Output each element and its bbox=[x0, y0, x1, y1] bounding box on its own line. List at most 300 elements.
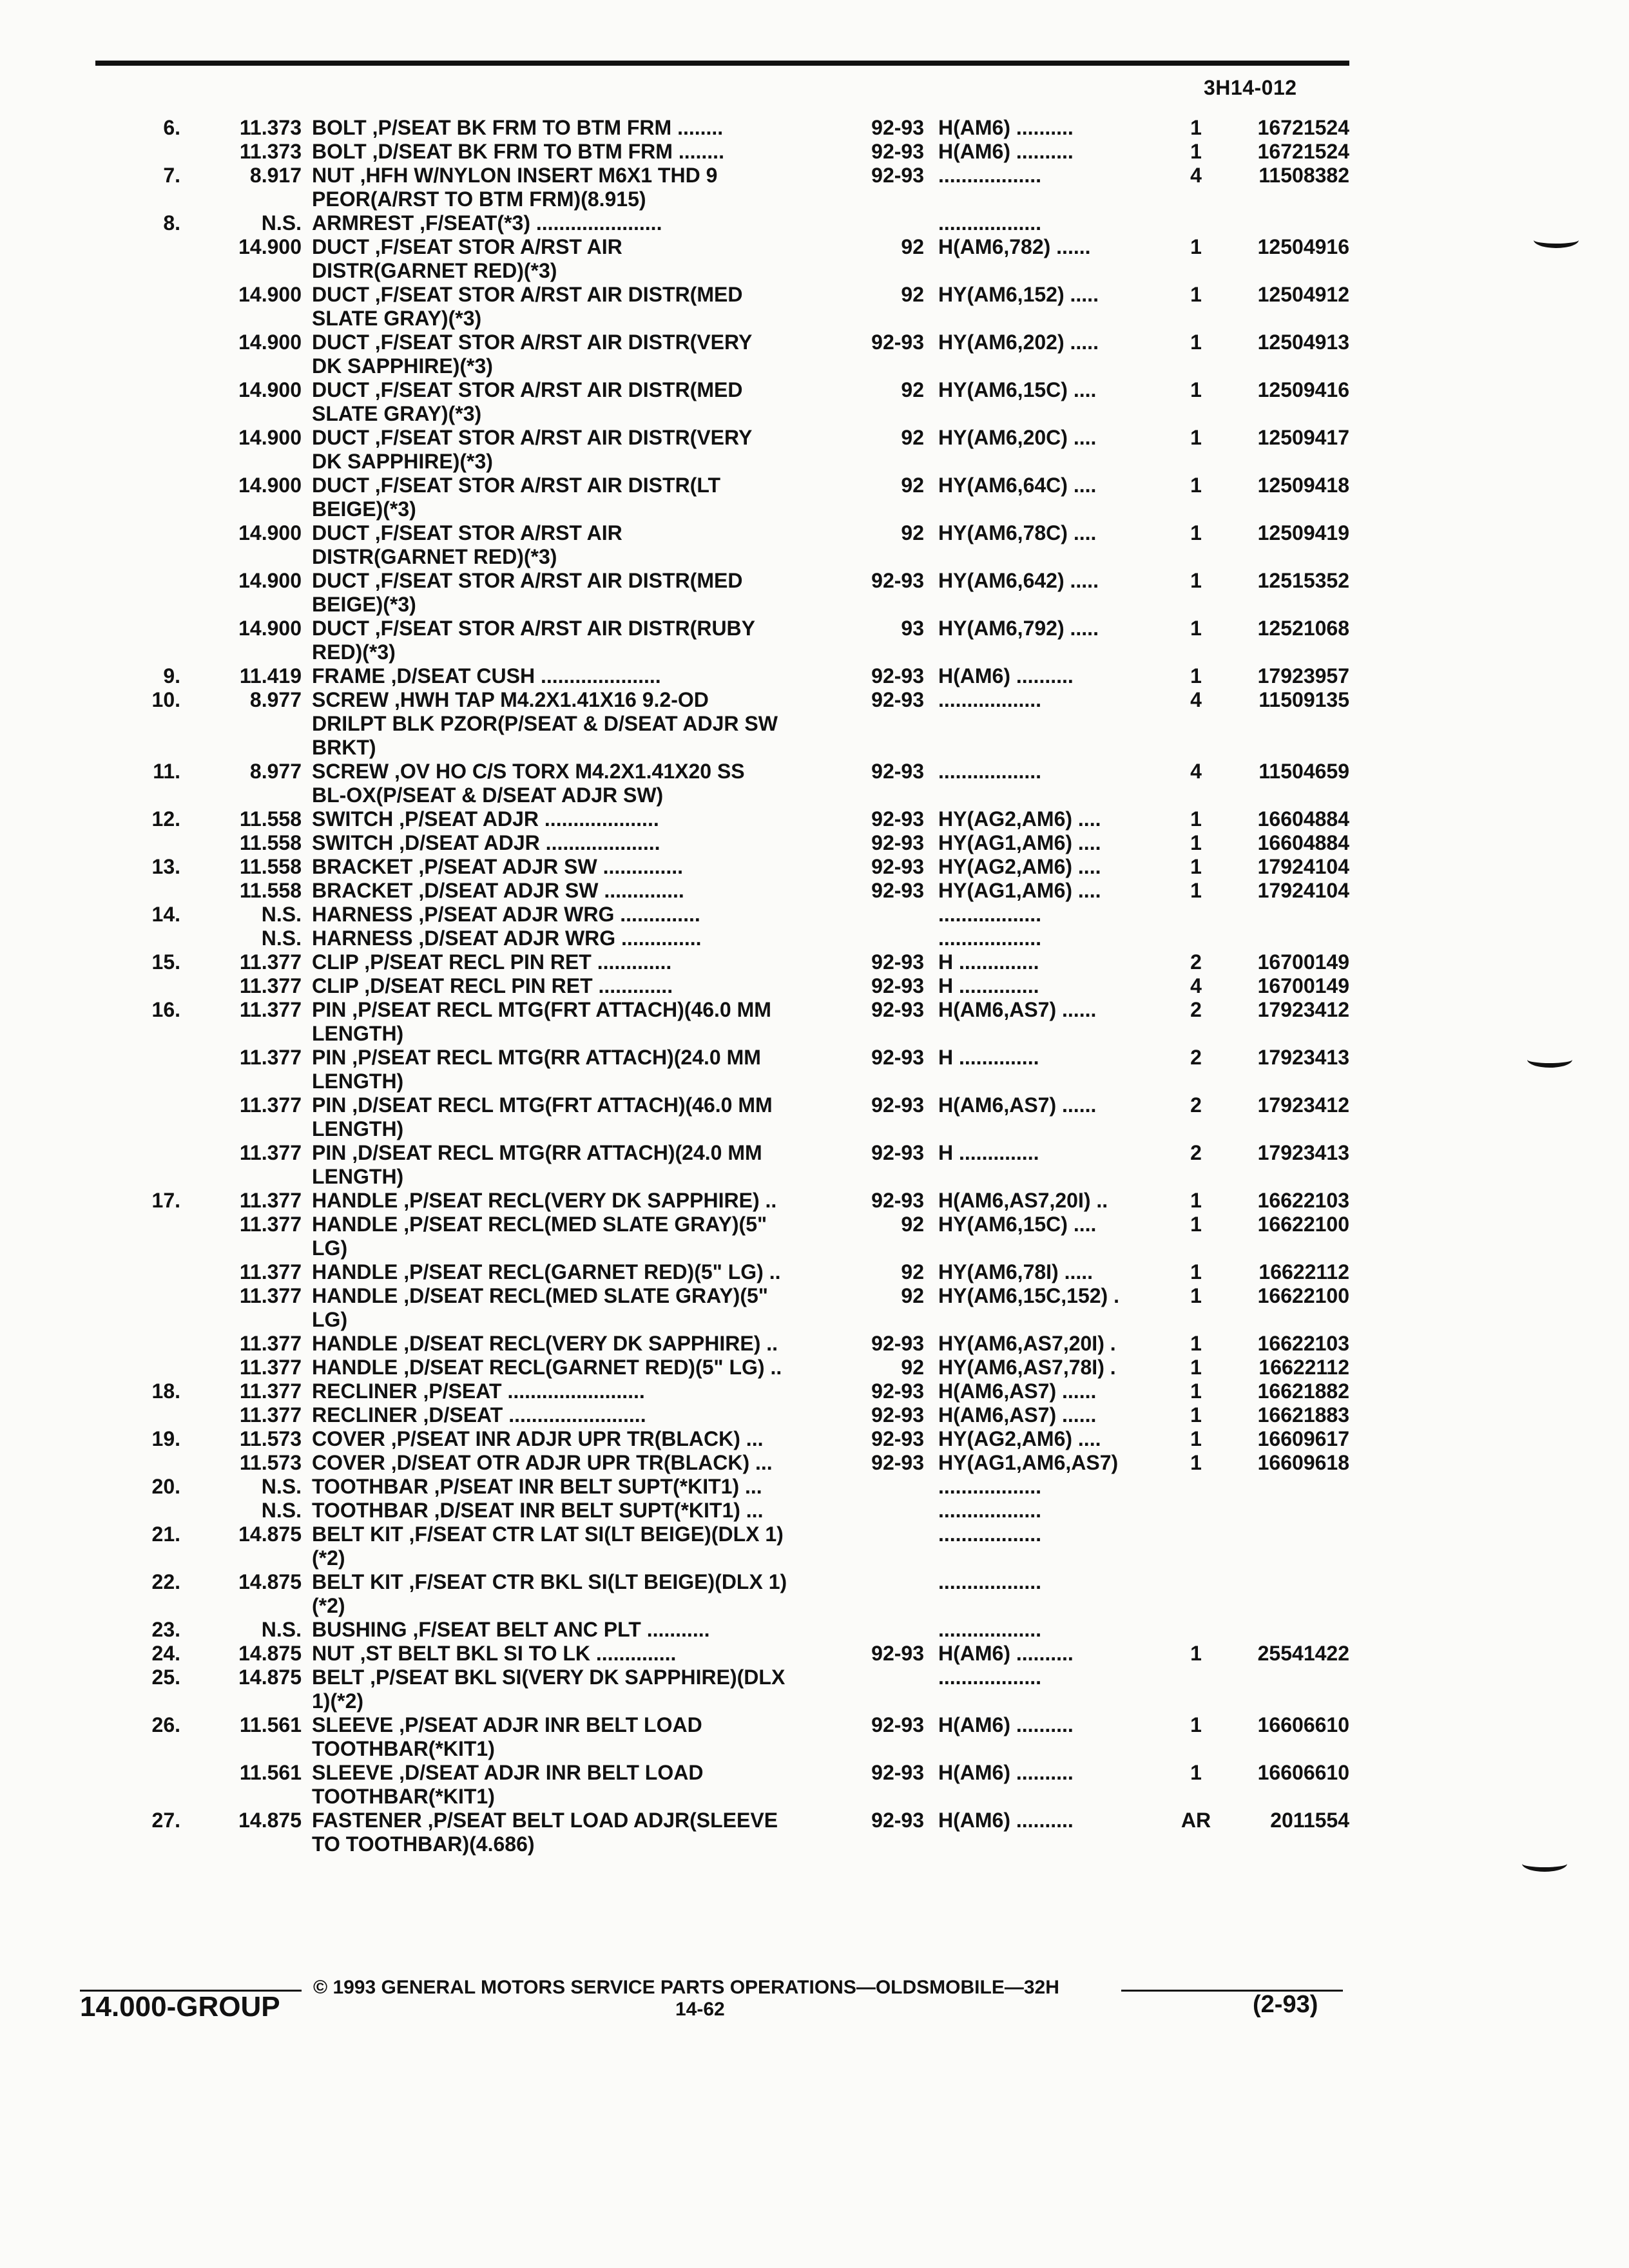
margin-mark bbox=[1527, 1052, 1572, 1068]
usage-code: .................. bbox=[938, 1570, 1042, 1593]
quantity: 4 bbox=[1190, 760, 1202, 783]
part-detail: ,F/SEAT CTR LAT SI(LT BEIGE)(DLX 1) (*2) bbox=[312, 1523, 784, 1570]
part-row bbox=[0, 1809, 1629, 1856]
part-row bbox=[0, 1427, 1629, 1451]
part-name: DUCT bbox=[312, 283, 369, 306]
model-years: 92 bbox=[901, 378, 924, 401]
part-description bbox=[312, 688, 840, 760]
usage-code: HY(AG1,AM6,AS7) bbox=[938, 1451, 1119, 1474]
group-number: 11.377 bbox=[239, 1046, 302, 1069]
part-detail: ,F/SEAT STOR A/RST AIR DISTR(RUBY RED)(*3) bbox=[312, 617, 755, 664]
part-description bbox=[312, 1761, 840, 1809]
part-number: 17924104 bbox=[1257, 879, 1349, 902]
usage-code: H(AM6) .......... bbox=[938, 116, 1074, 139]
model-years: 92 bbox=[901, 474, 924, 497]
quantity: 1 bbox=[1190, 879, 1202, 902]
group-number: 14.875 bbox=[238, 1642, 302, 1665]
part-detail: ,P/SEAT INR ADJR UPR TR(BLACK) ... bbox=[385, 1427, 764, 1450]
usage-code: HY(AM6,792) ..... bbox=[938, 617, 1099, 640]
ref-number: 6. bbox=[163, 116, 180, 139]
part-description bbox=[312, 116, 840, 140]
group-number: 11.558 bbox=[239, 879, 302, 902]
part-name: SCREW bbox=[312, 760, 389, 783]
part-row bbox=[0, 903, 1629, 927]
usage-code: H(AM6,AS7) ...... bbox=[938, 1379, 1097, 1403]
part-description bbox=[312, 569, 840, 617]
model-years: 92-93 bbox=[871, 950, 924, 974]
usage-code: HY(AM6,642) ..... bbox=[938, 569, 1099, 592]
ref-number: 11. bbox=[153, 760, 180, 783]
usage-code: H(AM6,AS7,20I) .. bbox=[938, 1189, 1108, 1212]
group-number: 14.875 bbox=[238, 1809, 302, 1832]
part-row bbox=[0, 1141, 1629, 1189]
margin-mark bbox=[1522, 1856, 1567, 1872]
model-years: 92-93 bbox=[871, 855, 924, 878]
part-row bbox=[0, 569, 1629, 617]
part-name: SLEEVE bbox=[312, 1761, 394, 1784]
quantity: 1 bbox=[1190, 1213, 1202, 1236]
quantity: 1 bbox=[1190, 140, 1202, 163]
quantity: 1 bbox=[1190, 116, 1202, 139]
model-years: 92-93 bbox=[871, 831, 924, 854]
part-description bbox=[312, 1523, 840, 1570]
part-name: HANDLE bbox=[312, 1332, 398, 1355]
part-number: 16609617 bbox=[1257, 1427, 1349, 1450]
part-row bbox=[0, 378, 1629, 426]
part-detail: ,P/SEAT BK FRM TO BTM FRM ........ bbox=[366, 116, 724, 139]
usage-code: H(AM6) .......... bbox=[938, 664, 1074, 687]
part-name: DUCT bbox=[312, 378, 369, 401]
group-number: 11.377 bbox=[239, 1141, 302, 1164]
part-detail: ,P/SEAT ADJR INR BELT LOAD TOOTHBAR(*KIT1) bbox=[312, 1713, 702, 1760]
part-number: 12504913 bbox=[1257, 331, 1349, 354]
group-number: 14.900 bbox=[238, 378, 302, 401]
part-row bbox=[0, 1046, 1629, 1093]
part-name: HARNESS bbox=[312, 927, 413, 950]
part-detail: ,D/SEAT BK FRM TO BTM FRM ........ bbox=[366, 140, 724, 163]
model-years: 93 bbox=[901, 617, 924, 640]
usage-code: HY(AM6,15C) .... bbox=[938, 1213, 1097, 1236]
group-number: 11.377 bbox=[239, 1260, 302, 1283]
usage-code: HY(AM6,AS7,20I) . bbox=[938, 1332, 1116, 1355]
model-years: 92-93 bbox=[871, 807, 924, 831]
part-number: 16700149 bbox=[1257, 974, 1349, 997]
model-years: 92 bbox=[901, 1213, 924, 1236]
part-number: 12509417 bbox=[1257, 426, 1349, 449]
usage-code: HY(AM6,64C) .... bbox=[938, 474, 1097, 497]
part-row bbox=[0, 998, 1629, 1046]
group-number: 14.900 bbox=[238, 235, 302, 258]
model-years: 92 bbox=[901, 521, 924, 544]
part-detail: ,D/SEAT CUSH ..................... bbox=[385, 664, 661, 687]
part-number: 11508382 bbox=[1258, 164, 1349, 187]
part-row bbox=[0, 140, 1629, 164]
part-name: HANDLE bbox=[312, 1284, 398, 1307]
part-detail: ,P/SEAT RECL(VERY DK SAPPHIRE) .. bbox=[398, 1189, 777, 1212]
part-row bbox=[0, 1213, 1629, 1260]
usage-code: .................. bbox=[938, 1523, 1042, 1546]
part-description bbox=[312, 950, 840, 974]
quantity: 1 bbox=[1190, 1189, 1202, 1212]
part-detail: ,D/SEAT ADJR SW .............. bbox=[412, 879, 684, 902]
quantity: 1 bbox=[1190, 1284, 1202, 1307]
part-detail: ,D/SEAT ADJR INR BELT LOAD TOOTHBAR(*KIT1) bbox=[312, 1761, 704, 1808]
quantity: 1 bbox=[1190, 521, 1202, 544]
ref-number: 12. bbox=[151, 807, 180, 831]
group-number: 14.900 bbox=[238, 474, 302, 497]
part-name: DUCT bbox=[312, 235, 369, 258]
part-row bbox=[0, 283, 1629, 331]
part-detail: ,P/SEAT RECL MTG(RR ATTACH)(24.0 MM LENGTH) bbox=[312, 1046, 761, 1093]
part-description bbox=[312, 1379, 840, 1403]
model-years: 92 bbox=[901, 235, 924, 258]
part-detail: ,F/SEAT STOR A/RST AIR DISTR(GARNET RED)(*3) bbox=[312, 235, 622, 282]
part-name: RECLINER bbox=[312, 1379, 418, 1403]
part-row bbox=[0, 807, 1629, 831]
part-row bbox=[0, 1379, 1629, 1403]
ref-number: 8. bbox=[163, 211, 180, 235]
part-name: BUSHING bbox=[312, 1618, 407, 1641]
part-number: 16622112 bbox=[1258, 1260, 1349, 1283]
quantity: 1 bbox=[1190, 1379, 1202, 1403]
quantity: 1 bbox=[1190, 1761, 1202, 1784]
part-name: CLIP bbox=[312, 950, 359, 974]
part-number: 16604884 bbox=[1257, 831, 1349, 854]
ref-number: 20. bbox=[151, 1475, 180, 1498]
group-number: 11.377 bbox=[239, 1213, 302, 1236]
part-number: 12509416 bbox=[1257, 378, 1349, 401]
quantity: 1 bbox=[1190, 1642, 1202, 1665]
part-name: RECLINER bbox=[312, 1403, 418, 1427]
quantity: 1 bbox=[1190, 1356, 1202, 1379]
part-number: 16606610 bbox=[1257, 1713, 1349, 1736]
quantity: 1 bbox=[1190, 831, 1202, 854]
usage-code: H(AM6) .......... bbox=[938, 1761, 1074, 1784]
part-detail: ,F/SEAT CTR BKL SI(LT BEIGE)(DLX 1) (*2) bbox=[312, 1570, 787, 1617]
part-name: BELT bbox=[312, 1666, 365, 1689]
part-row bbox=[0, 664, 1629, 688]
quantity: 1 bbox=[1190, 1427, 1202, 1450]
part-number: 12509418 bbox=[1257, 474, 1349, 497]
quantity: 4 bbox=[1190, 688, 1202, 711]
part-description bbox=[312, 1141, 840, 1189]
part-name: CLIP bbox=[312, 974, 359, 997]
group-number: 14.900 bbox=[238, 426, 302, 449]
group-number: 14.875 bbox=[238, 1570, 302, 1593]
footer-page-number: 14-62 bbox=[675, 1999, 725, 2020]
model-years: 92-93 bbox=[871, 664, 924, 687]
model-years: 92 bbox=[901, 426, 924, 449]
part-detail: ,P/SEAT BELT LOAD ADJR(SLEEVE TO TOOTHBAR)(4.686) bbox=[312, 1809, 778, 1856]
model-years: 92-93 bbox=[871, 1332, 924, 1355]
quantity: 1 bbox=[1190, 1403, 1202, 1427]
part-name: HARNESS bbox=[312, 903, 413, 926]
part-name: BRACKET bbox=[312, 879, 413, 902]
footer-copyright: © 1993 GENERAL MOTORS SERVICE PARTS OPERATIONS—OLDSMOBILE—32H bbox=[313, 1977, 1059, 1998]
part-number: 16622100 bbox=[1257, 1213, 1349, 1236]
part-description bbox=[312, 617, 840, 664]
ref-number: 14. bbox=[151, 903, 180, 926]
ref-number: 10. bbox=[151, 688, 180, 711]
part-detail: ,D/SEAT ADJR .................... bbox=[393, 831, 660, 854]
part-name: DUCT bbox=[312, 521, 369, 544]
group-number: 11.377 bbox=[239, 1379, 302, 1403]
model-years: 92-93 bbox=[871, 1761, 924, 1784]
part-description bbox=[312, 927, 840, 950]
ref-number: 21. bbox=[151, 1523, 180, 1546]
part-row bbox=[0, 855, 1629, 879]
part-name: DUCT bbox=[312, 617, 369, 640]
part-name: BOLT bbox=[312, 116, 367, 139]
ref-number: 16. bbox=[151, 998, 180, 1021]
part-description bbox=[312, 1570, 840, 1618]
part-number: 16621882 bbox=[1257, 1379, 1349, 1403]
model-years: 92-93 bbox=[871, 1713, 924, 1736]
group-number: 11.558 bbox=[239, 855, 302, 878]
usage-code: H .............. bbox=[938, 950, 1039, 974]
part-number: 12504916 bbox=[1257, 235, 1349, 258]
quantity: 4 bbox=[1190, 164, 1202, 187]
part-detail: ,P/SEAT ADJR .................... bbox=[393, 807, 659, 831]
part-name: COVER bbox=[312, 1427, 385, 1450]
part-detail: ,P/SEAT RECL(GARNET RED)(5" LG) .. bbox=[398, 1260, 781, 1283]
quantity: 1 bbox=[1190, 331, 1202, 354]
part-number: 16622112 bbox=[1258, 1356, 1349, 1379]
model-years: 92-93 bbox=[871, 1189, 924, 1212]
quantity: 1 bbox=[1190, 855, 1202, 878]
part-detail: ,HWH TAP M4.2X1.41X16 9.2-OD DRILPT BLK PZOR(P/SEAT & D/SEAT ADJR SW BRKT) bbox=[312, 688, 778, 759]
part-detail: ,P/SEAT ADJR WRG .............. bbox=[412, 903, 700, 926]
part-row bbox=[0, 1570, 1629, 1618]
usage-code: .................. bbox=[938, 1499, 1042, 1522]
part-row bbox=[0, 1666, 1629, 1713]
part-detail: ,F/SEAT STOR A/RST AIR DISTR(VERY DK SAPPHIRE)(*3) bbox=[312, 331, 753, 378]
part-row bbox=[0, 1189, 1629, 1213]
part-name: SCREW bbox=[312, 688, 389, 711]
group-number: 11.573 bbox=[239, 1427, 302, 1450]
group-number: N.S. bbox=[261, 211, 302, 235]
ref-number: 9. bbox=[163, 664, 180, 687]
part-description bbox=[312, 1451, 840, 1475]
quantity: 4 bbox=[1190, 974, 1202, 997]
model-years: 92-93 bbox=[871, 760, 924, 783]
part-row bbox=[0, 235, 1629, 283]
part-row bbox=[0, 211, 1629, 235]
part-description bbox=[312, 1403, 840, 1427]
part-description bbox=[312, 974, 840, 998]
usage-code: H .............. bbox=[938, 1141, 1039, 1164]
part-detail: ,F/SEAT STOR A/RST AIR DISTR(LT BEIGE)(*3) bbox=[312, 474, 721, 521]
model-years: 92 bbox=[901, 1284, 924, 1307]
part-number: 16700149 bbox=[1257, 950, 1349, 974]
ref-number: 13. bbox=[151, 855, 180, 878]
part-name: COVER bbox=[312, 1451, 385, 1474]
part-description bbox=[312, 903, 840, 927]
part-number: 2011554 bbox=[1270, 1809, 1349, 1832]
group-number: 8.917 bbox=[249, 164, 302, 187]
part-detail: ,P/SEAT RECL(MED SLATE GRAY)(5" LG) bbox=[312, 1213, 767, 1260]
usage-code: .................. bbox=[938, 164, 1042, 187]
part-row bbox=[0, 1332, 1629, 1356]
quantity: 1 bbox=[1190, 235, 1202, 258]
quantity: 2 bbox=[1190, 1046, 1202, 1069]
part-description bbox=[312, 855, 840, 879]
quantity: 1 bbox=[1190, 378, 1202, 401]
group-number: 11.558 bbox=[239, 831, 302, 854]
part-number: 11509135 bbox=[1258, 688, 1349, 711]
usage-code: H(AM6) .......... bbox=[938, 1809, 1074, 1832]
model-years: 92-93 bbox=[871, 1046, 924, 1069]
group-number: 11.373 bbox=[239, 140, 302, 163]
group-number: N.S. bbox=[261, 1618, 302, 1641]
group-number: 11.558 bbox=[239, 807, 302, 831]
group-number: 11.561 bbox=[239, 1713, 302, 1736]
part-name: HANDLE bbox=[312, 1356, 398, 1379]
part-row bbox=[0, 831, 1629, 855]
usage-code: HY(AG1,AM6) .... bbox=[938, 831, 1101, 854]
part-description bbox=[312, 1093, 840, 1141]
quantity: 1 bbox=[1190, 426, 1202, 449]
part-number: 16622103 bbox=[1257, 1332, 1349, 1355]
ref-number: 17. bbox=[151, 1189, 180, 1212]
part-name: TOOTHBAR bbox=[312, 1499, 429, 1522]
quantity: 1 bbox=[1190, 807, 1202, 831]
usage-code: H(AM6) .......... bbox=[938, 1642, 1074, 1665]
part-row bbox=[0, 331, 1629, 378]
part-name: DUCT bbox=[312, 474, 369, 497]
part-name: BRACKET bbox=[312, 855, 413, 878]
part-row bbox=[0, 760, 1629, 807]
group-number: 14.900 bbox=[238, 521, 302, 544]
part-description bbox=[312, 1475, 840, 1499]
part-name: SWITCH bbox=[312, 807, 394, 831]
usage-code: H(AM6,782) ...... bbox=[938, 235, 1091, 258]
quantity: 1 bbox=[1190, 1332, 1202, 1355]
part-detail: ,F/SEAT STOR A/RST AIR DISTR(GARNET RED)(*3) bbox=[312, 521, 622, 568]
part-number: 16721524 bbox=[1257, 116, 1349, 139]
part-detail: ,P/SEAT ........................ bbox=[417, 1379, 645, 1403]
usage-code: H(AM6,AS7) ...... bbox=[938, 1093, 1097, 1117]
part-description bbox=[312, 235, 840, 283]
usage-code: HY(AG2,AM6) .... bbox=[938, 855, 1101, 878]
ref-number: 25. bbox=[151, 1666, 180, 1689]
group-number: 11.377 bbox=[239, 1284, 302, 1307]
part-name: BOLT bbox=[312, 140, 367, 163]
part-number: 16604884 bbox=[1257, 807, 1349, 831]
part-description bbox=[312, 831, 840, 855]
margin-mark bbox=[1534, 232, 1579, 248]
quantity: AR bbox=[1181, 1809, 1211, 1832]
model-years: 92-93 bbox=[871, 569, 924, 592]
usage-code: HY(AM6,15C,152) . bbox=[938, 1284, 1119, 1307]
part-detail: ,D/SEAT INR BELT SUPT(*KIT1) ... bbox=[428, 1499, 764, 1522]
part-description bbox=[312, 879, 840, 903]
part-detail: ,P/SEAT RECL PIN RET ............. bbox=[358, 950, 672, 974]
part-name: NUT bbox=[312, 164, 354, 187]
part-row bbox=[0, 1093, 1629, 1141]
part-description bbox=[312, 283, 840, 331]
usage-code: .................. bbox=[938, 211, 1042, 235]
part-description bbox=[312, 1284, 840, 1332]
group-number: 11.377 bbox=[239, 1403, 302, 1427]
part-description bbox=[312, 807, 840, 831]
part-description bbox=[312, 426, 840, 474]
part-detail: ,D/SEAT ........................ bbox=[417, 1403, 646, 1427]
usage-code: H(AM6) .......... bbox=[938, 140, 1074, 163]
part-number: 12504912 bbox=[1257, 283, 1349, 306]
usage-code: .................. bbox=[938, 1475, 1042, 1498]
group-number: N.S. bbox=[261, 1499, 302, 1522]
model-years: 92-93 bbox=[871, 1141, 924, 1164]
part-detail: ,D/SEAT RECL MTG(FRT ATTACH)(46.0 MM LENGTH) bbox=[312, 1093, 773, 1140]
usage-code: .................. bbox=[938, 927, 1042, 950]
usage-code: HY(AM6,202) ..... bbox=[938, 331, 1099, 354]
part-detail: ,F/SEAT STOR A/RST AIR DISTR(MED SLATE GRAY)(*3) bbox=[312, 283, 743, 330]
footer-date: (2-93) bbox=[1253, 1991, 1318, 2018]
part-detail: ,HFH W/NYLON INSERT M6X1 THD 9 PEOR(A/RST TO BTM FRM)(8.915) bbox=[312, 164, 718, 211]
usage-code: HY(AG2,AM6) .... bbox=[938, 1427, 1101, 1450]
part-row bbox=[0, 1761, 1629, 1809]
part-name: SLEEVE bbox=[312, 1713, 394, 1736]
group-number: 8.977 bbox=[249, 760, 302, 783]
model-years: 92-93 bbox=[871, 140, 924, 163]
part-name: FASTENER bbox=[312, 1809, 422, 1832]
part-row bbox=[0, 521, 1629, 569]
model-years: 92 bbox=[901, 1356, 924, 1379]
quantity: 2 bbox=[1190, 1141, 1202, 1164]
part-row bbox=[0, 1260, 1629, 1284]
part-name: PIN bbox=[312, 1093, 347, 1117]
usage-code: HY(AG2,AM6) .... bbox=[938, 807, 1101, 831]
usage-code: .................. bbox=[938, 760, 1042, 783]
part-detail: ,D/SEAT OTR ADJR UPR TR(BLACK) ... bbox=[385, 1451, 773, 1474]
part-name: PIN bbox=[312, 998, 347, 1021]
group-number: 14.900 bbox=[238, 617, 302, 640]
ref-number: 19. bbox=[151, 1427, 180, 1450]
part-description bbox=[312, 1666, 840, 1713]
group-number: 14.875 bbox=[238, 1666, 302, 1689]
part-description bbox=[312, 1213, 840, 1260]
usage-code: H(AM6,AS7) ...... bbox=[938, 1403, 1097, 1427]
part-name: DUCT bbox=[312, 569, 369, 592]
part-description bbox=[312, 521, 840, 569]
page-code: 3H14-012 bbox=[1204, 76, 1297, 99]
part-name: PIN bbox=[312, 1046, 347, 1069]
model-years: 92-93 bbox=[871, 1403, 924, 1427]
part-detail: ,P/SEAT BKL SI(VERY DK SAPPHIRE)(DLX 1)(*2) bbox=[312, 1666, 786, 1713]
part-row bbox=[0, 474, 1629, 521]
part-name: HANDLE bbox=[312, 1260, 398, 1283]
part-description bbox=[312, 140, 840, 164]
part-row bbox=[0, 974, 1629, 998]
part-detail: ,P/SEAT ADJR SW .............. bbox=[412, 855, 684, 878]
part-description bbox=[312, 1499, 840, 1523]
part-name: BELT KIT bbox=[312, 1523, 403, 1546]
quantity: 1 bbox=[1190, 1260, 1202, 1283]
part-name: DUCT bbox=[312, 426, 369, 449]
model-years: 92-93 bbox=[871, 879, 924, 902]
quantity: 1 bbox=[1190, 664, 1202, 687]
footer-group: 14.000-GROUP bbox=[80, 1991, 280, 2023]
group-number: 14.900 bbox=[238, 331, 302, 354]
part-detail: ,D/SEAT RECL MTG(RR ATTACH)(24.0 MM LENGTH) bbox=[312, 1141, 762, 1188]
part-name: SWITCH bbox=[312, 831, 394, 854]
part-detail: ,D/SEAT RECL PIN RET ............. bbox=[358, 974, 673, 997]
part-description bbox=[312, 1642, 840, 1666]
model-years: 92-93 bbox=[871, 688, 924, 711]
part-row bbox=[0, 1618, 1629, 1642]
part-number: 16622103 bbox=[1257, 1189, 1349, 1212]
